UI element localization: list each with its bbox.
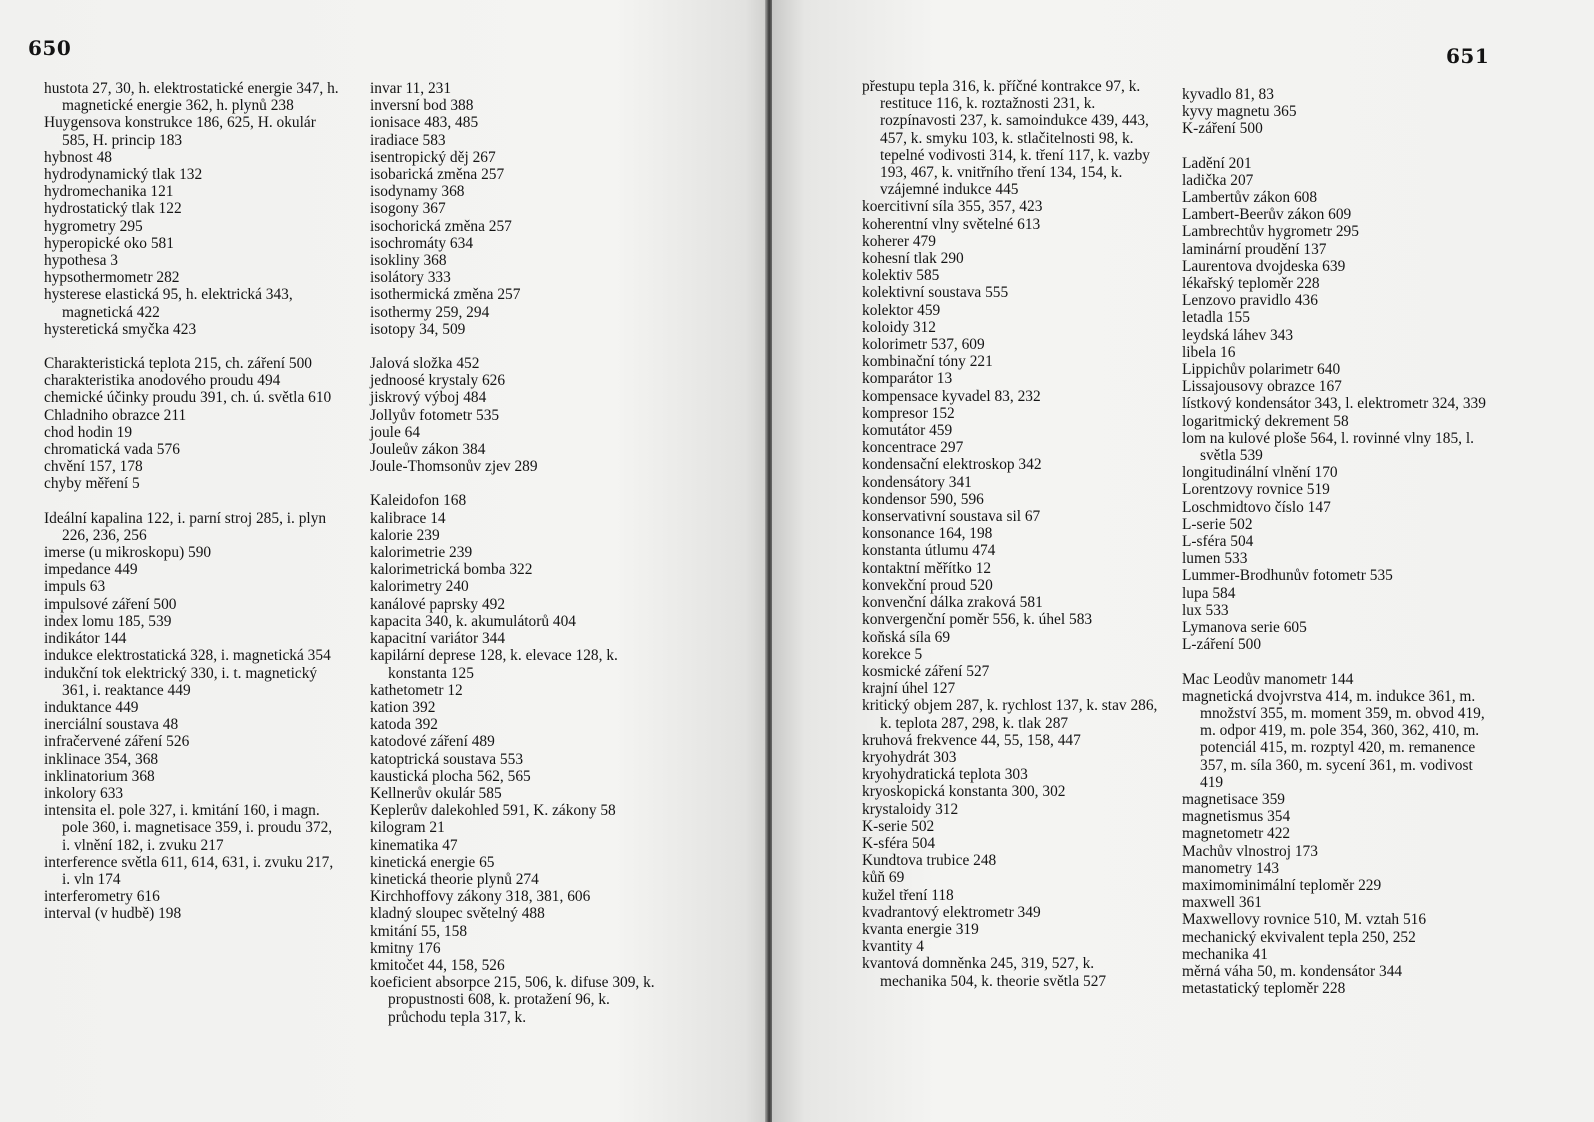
index-entry: kinematika 47 xyxy=(370,836,458,854)
index-entry: koňská síla 69 xyxy=(862,628,951,646)
index-entry: jednoosé krystaly 626 xyxy=(370,372,506,390)
index-column-2 xyxy=(370,80,670,1026)
left-page xyxy=(0,0,768,1122)
index-entry: kruhová frekvence 44, 55, 158, 447 xyxy=(862,731,1081,749)
index-entry: konstanta útlumu 474 xyxy=(862,542,996,560)
index-entry: Kellnerův okulár 585 xyxy=(370,784,502,802)
index-entry: L-sféra 504 xyxy=(1182,533,1254,551)
index-entry: kritický objem 287, k. rychlost 137, k. stav 286, k. teplota 287, 298, k. tlak 287 xyxy=(862,697,1158,732)
index-entry: kužel tření 118 xyxy=(862,886,954,904)
index-entry: invar 11, 231 xyxy=(370,80,452,97)
index-entry: Joule-Thomsonův zjev 289 xyxy=(370,458,538,476)
index-entry: isokliny 368 xyxy=(370,252,447,270)
index-entry: inerciální soustava 48 xyxy=(44,716,179,734)
index-entry: kalorie 239 xyxy=(370,526,440,544)
index-entry: Chladniho obrazce 211 xyxy=(44,406,187,424)
index-entry: konvenční dálka zraková 581 xyxy=(862,594,1043,612)
index-entry: K-serie 502 xyxy=(862,817,935,835)
index-entry: kontaktní měřítko 12 xyxy=(862,559,992,577)
index-entry: Kaleidofon 168 xyxy=(370,492,467,510)
index-entry: hygrometry 295 xyxy=(44,217,143,235)
index-entry: kalibrace 14 xyxy=(370,509,446,527)
index-entry: manometry 143 xyxy=(1182,859,1280,877)
index-entry: konvekční proud 520 xyxy=(862,576,993,594)
index-entry: L-záření 500 xyxy=(1182,636,1262,654)
index-entry: kathetometr 12 xyxy=(370,681,463,699)
index-entry: konvergenční poměr 556, k. úhel 583 xyxy=(862,611,1093,629)
index-entry: metastatický teploměr 228 xyxy=(1182,980,1346,998)
index-entry: Lambertův zákon 608 xyxy=(1182,189,1318,207)
index-entry: kmitočet 44, 158, 526 xyxy=(370,956,505,974)
index-entry: přestupu tepla 316, k. příčné kontrakce 97, k. restituce 116, k. roztažnosti 231, k. rozpínavosti 237, k. samoindukce 439, 443, 457, k. smyku 103, k. stlačitelnosti 98, k. tepelné vodivosti 314, k. tření 117, k. vazby 193, 467, k. vnitřního tření 134, 154, k. vzájemné indukce 445 xyxy=(862,78,1150,199)
index-entry: infračervené záření 526 xyxy=(44,733,190,751)
index-entry: chemické účinky proudu 391, ch. ú. světla 610 xyxy=(44,389,332,407)
index-entry: lux 533 xyxy=(1182,601,1229,619)
index-entry: kohesní tlak 290 xyxy=(862,250,964,268)
index-entry: kvantová domněnka 245, 319, 527, k. mechanika 504, k. theorie světla 527 xyxy=(862,955,1107,990)
index-entry: Lippichův polarimetr 640 xyxy=(1182,361,1341,379)
index-entry: kvanta energie 319 xyxy=(862,920,979,938)
index-entry: kvantity 4 xyxy=(862,938,924,956)
index-entry: isogony 367 xyxy=(370,200,446,218)
index-entry: kondensor 590, 596 xyxy=(862,490,984,508)
index-entry: laminární proudění 137 xyxy=(1182,240,1327,258)
page-number-right: 651 xyxy=(1446,44,1490,68)
index-entry: kryohydrát 303 xyxy=(862,748,957,766)
index-entry: konservativní soustava sil 67 xyxy=(862,508,1041,526)
index-entry: lupa 584 xyxy=(1182,584,1236,602)
index-entry: isotopy 34, 509 xyxy=(370,320,466,338)
index-entry: interference světla 611, 614, 631, i. zvuku 217, i. vln 174 xyxy=(44,853,334,888)
index-entry: katoda 392 xyxy=(370,716,438,734)
index-entry: inkolory 633 xyxy=(44,784,124,802)
section-gap xyxy=(1182,138,1492,155)
index-entry: isochorická změna 257 xyxy=(370,217,512,235)
index-entry: ionisace 483, 485 xyxy=(370,114,479,132)
index-column-4 xyxy=(1182,86,1492,997)
index-entry: K-sféra 504 xyxy=(862,834,936,852)
index-entry: kapilární deprese 128, k. elevace 128, k. konstanta 125 xyxy=(370,647,618,682)
index-entry: hysterese elastická 95, h. elektrická 343, magnetická 422 xyxy=(44,286,293,321)
section-gap xyxy=(370,338,670,355)
index-entry: kalorimetrická bomba 322 xyxy=(370,561,533,579)
index-entry: index lomu 185, 539 xyxy=(44,612,172,630)
index-entry: isodynamy 368 xyxy=(370,183,465,201)
index-entry: lékařský teploměr 228 xyxy=(1182,275,1320,293)
index-column-1 xyxy=(44,80,344,923)
index-entry: Lambert-Beerův zákon 609 xyxy=(1182,206,1352,224)
index-entry: chyby měření 5 xyxy=(44,475,140,493)
index-entry: isochromáty 634 xyxy=(370,234,474,252)
index-column-3 xyxy=(862,78,1162,990)
index-entry: kryoskopická konstanta 300, 302 xyxy=(862,783,1066,801)
index-entry: chod hodin 19 xyxy=(44,423,133,441)
index-entry: kladný sloupec světelný 488 xyxy=(370,905,545,923)
index-entry: koercitivní síla 355, 357, 423 xyxy=(862,198,1043,216)
index-entry: hyperopické oko 581 xyxy=(44,234,174,252)
index-entry: kolektor 459 xyxy=(862,301,941,319)
index-entry: mechanika 41 xyxy=(1182,945,1268,963)
index-entry: kinetická energie 65 xyxy=(370,853,495,871)
index-entry: kapacita 340, k. akumulátorů 404 xyxy=(370,612,577,630)
index-entry: kompresor 152 xyxy=(862,404,955,422)
section-gap xyxy=(370,475,670,492)
index-entry: koloidy 312 xyxy=(862,318,936,336)
index-entry: imerse (u mikroskopu) 590 xyxy=(44,544,212,562)
index-entry: isothermická změna 257 xyxy=(370,286,521,304)
index-entry: Lorentzovy rovnice 519 xyxy=(1182,481,1330,499)
index-entry: maxwell 361 xyxy=(1182,894,1262,912)
index-entry: katodové záření 489 xyxy=(370,733,495,751)
index-entry: kombinační tóny 221 xyxy=(862,353,993,371)
index-entry: interferometry 616 xyxy=(44,888,160,906)
index-entry: korekce 5 xyxy=(862,645,923,663)
index-entry: koherentní vlny světelné 613 xyxy=(862,215,1041,233)
index-entry: hypsothermometr 282 xyxy=(44,269,180,287)
index-entry: charakteristika anodového proudu 494 xyxy=(44,372,281,390)
index-entry: měrná váha 50, m. kondensátor 344 xyxy=(1182,962,1403,980)
index-entry: kation 392 xyxy=(370,698,436,716)
index-entry: indukční tok elektrický 330, i. t. magnetický 361, i. reaktance 449 xyxy=(44,664,318,699)
index-entry: kvadrantový elektrometr 349 xyxy=(862,903,1041,921)
index-entry: kinetická theorie plynů 274 xyxy=(370,870,539,888)
index-entry: maximominimální teploměr 229 xyxy=(1182,876,1382,894)
index-entry: kyvy magnetu 365 xyxy=(1182,103,1297,121)
index-entry: katoptrická soustava 553 xyxy=(370,750,524,768)
index-entry: magnetometr 422 xyxy=(1182,825,1291,843)
index-entry: magnetisace 359 xyxy=(1182,790,1285,808)
index-entry: kyvadlo 81, 83 xyxy=(1182,86,1274,103)
index-entry: kosmické záření 527 xyxy=(862,662,990,680)
index-entry: kolektiv 585 xyxy=(862,267,940,285)
index-entry: libela 16 xyxy=(1182,343,1236,361)
index-entry: kolektivní soustava 555 xyxy=(862,284,1009,302)
index-entry: K-záření 500 xyxy=(1182,120,1263,138)
index-entry: hydrostatický tlak 122 xyxy=(44,200,182,218)
index-entry: kondensátory 341 xyxy=(862,473,972,491)
index-entry: hydromechanika 121 xyxy=(44,183,174,201)
section-gap xyxy=(44,338,344,355)
index-entry: kapacitní variátor 344 xyxy=(370,630,506,648)
index-entry: Lummer-Brodhunův fotometr 535 xyxy=(1182,567,1393,585)
index-entry: kilogram 21 xyxy=(370,819,445,837)
index-entry: Maxwellovy rovnice 510, M. vztah 516 xyxy=(1182,911,1427,929)
index-entry: chvění 157, 178 xyxy=(44,458,143,476)
index-entry: isobarická změna 257 xyxy=(370,166,505,184)
index-entry: Ideální kapalina 122, i. parní stroj 285, i. plyn 226, 236, 256 xyxy=(44,509,327,544)
index-entry: hybnost 48 xyxy=(44,148,112,166)
index-entry: kondensační elektroskop 342 xyxy=(862,456,1042,474)
index-entry: magnetismus 354 xyxy=(1182,808,1291,826)
index-entry: Lambrechtův hygrometr 295 xyxy=(1182,223,1359,241)
index-entry: isothermy 259, 294 xyxy=(370,303,490,321)
index-entry: inklinace 354, 368 xyxy=(44,750,159,768)
index-entry: impulsové záření 500 xyxy=(44,595,177,613)
index-entry: kolorimetr 537, 609 xyxy=(862,336,985,354)
index-entry: indukce elektrostatická 328, i. magnetická 354 xyxy=(44,647,331,665)
index-entry: kůň 69 xyxy=(862,869,905,887)
index-entry: koncentrace 297 xyxy=(862,439,964,457)
index-entry: induktance 449 xyxy=(44,698,139,716)
index-entry: lístkový kondensátor 343, l. elektrometr 324, 339 xyxy=(1182,395,1486,413)
index-entry: Laurentova dvojdeska 639 xyxy=(1182,257,1346,275)
index-entry: koherer 479 xyxy=(862,232,936,250)
index-entry: leydská láhev 343 xyxy=(1182,326,1294,344)
index-entry: lom na kulové ploše 564, l. rovinné vlny 185, l. světla 539 xyxy=(1182,429,1474,465)
index-entry: koeficient absorpce 215, 506, k. difuse 309, k. propustnosti 608, k. protažení 96, k. průchodu tepla 317, k. xyxy=(370,974,655,1026)
index-entry: komutátor 459 xyxy=(862,422,953,440)
index-entry: Machův vlnostroj 173 xyxy=(1182,842,1318,860)
index-entry: impuls 63 xyxy=(44,578,106,596)
index-entry: lumen 533 xyxy=(1182,550,1248,568)
index-entry: kalorimetrie 239 xyxy=(370,544,473,562)
index-entry: isentropický děj 267 xyxy=(370,148,496,166)
index-entry: hypothesa 3 xyxy=(44,252,118,270)
index-entry: Jollyův fotometr 535 xyxy=(370,406,500,424)
index-entry: indikátor 144 xyxy=(44,630,127,648)
index-entry: Ladění 201 xyxy=(1182,154,1252,172)
section-gap xyxy=(1182,654,1492,671)
index-entry: Jouleův zákon 384 xyxy=(370,441,486,459)
index-entry: joule 64 xyxy=(370,423,421,441)
index-entry: Lissajousovy obrazce 167 xyxy=(1182,378,1342,396)
page-number-left: 650 xyxy=(28,36,72,60)
index-entry: L-serie 502 xyxy=(1182,515,1253,533)
section-gap xyxy=(44,493,344,510)
right-page xyxy=(772,0,1594,1122)
index-entry: letadla 155 xyxy=(1182,309,1250,327)
index-entry: iradiace 583 xyxy=(370,131,446,149)
index-entry: Charakteristická teplota 215, ch. záření 500 xyxy=(44,355,312,373)
index-entry: Mac Leodův manometr 144 xyxy=(1182,670,1354,688)
index-entry: Jalová složka 452 xyxy=(370,355,480,373)
index-entry: longitudinální vlnění 170 xyxy=(1182,464,1338,482)
index-entry: intensita el. pole 327, i. kmitání 160, i magn. pole 360, i. magnetisace 359, i. proudu 372, i. vlnění 182, i. zvuku 217 xyxy=(44,802,333,854)
index-entry: Lymanova serie 605 xyxy=(1182,619,1307,637)
index-entry: interval (v hudbě) 198 xyxy=(44,905,182,923)
index-entry: magnetická dvojvrstva 414, m. indukce 361, m. množství 355, m. moment 359, m. obvod 419, m. odpor 419, m. pole 354, 360, 362, 410, m. potenciál 415, m. rozptyl 420, m. remanence 357, m. síla 360, m. sycení 361, m. vodivost 419 xyxy=(1182,687,1485,791)
index-entry: kompensace kyvadel 83, 232 xyxy=(862,387,1041,405)
index-entry: Huygensova konstrukce 186, 625, H. okulár 585, H. princip 183 xyxy=(44,114,316,149)
index-entry: chromatická vada 576 xyxy=(44,441,180,459)
index-entry: kanálové paprsky 492 xyxy=(370,595,506,613)
index-entry: logaritmický dekrement 58 xyxy=(1182,412,1349,430)
index-entry: hydrodynamický tlak 132 xyxy=(44,166,203,184)
index-entry: ladička 207 xyxy=(1182,171,1254,189)
index-entry: hustota 27, 30, h. elektrostatické energie 347, h. magnetické energie 362, h. plynů 238 xyxy=(44,80,339,115)
index-entry: Kundtova trubice 248 xyxy=(862,852,997,870)
index-entry: kmitání 55, 158 xyxy=(370,922,468,940)
index-entry: Kirchhoffovy zákony 318, 381, 606 xyxy=(370,888,591,906)
index-entry: komparátor 13 xyxy=(862,370,953,388)
index-entry: impedance 449 xyxy=(44,561,138,579)
index-entry: mechanický ekvivalent tepla 250, 252 xyxy=(1182,928,1416,946)
index-entry: inversní bod 388 xyxy=(370,97,474,115)
index-entry: kmitny 176 xyxy=(370,939,441,957)
index-entry: krystaloidy 312 xyxy=(862,800,959,818)
index-entry: Keplerův dalekohled 591, K. zákony 58 xyxy=(370,802,616,820)
index-entry: kalorimetry 240 xyxy=(370,578,469,596)
index-entry: jiskrový výboj 484 xyxy=(370,389,487,407)
index-entry: krajní úhel 127 xyxy=(862,680,956,698)
index-entry: kryohydratická teplota 303 xyxy=(862,766,1028,784)
index-entry: isolátory 333 xyxy=(370,269,451,287)
index-entry: kaustická plocha 562, 565 xyxy=(370,767,531,785)
index-entry: Loschmidtovo číslo 147 xyxy=(1182,498,1331,516)
index-entry: konsonance 164, 198 xyxy=(862,525,993,543)
index-entry: hysteretická smyčka 423 xyxy=(44,320,197,338)
index-entry: inklinatorium 368 xyxy=(44,767,155,785)
index-entry: Lenzovo pravidlo 436 xyxy=(1182,292,1318,310)
